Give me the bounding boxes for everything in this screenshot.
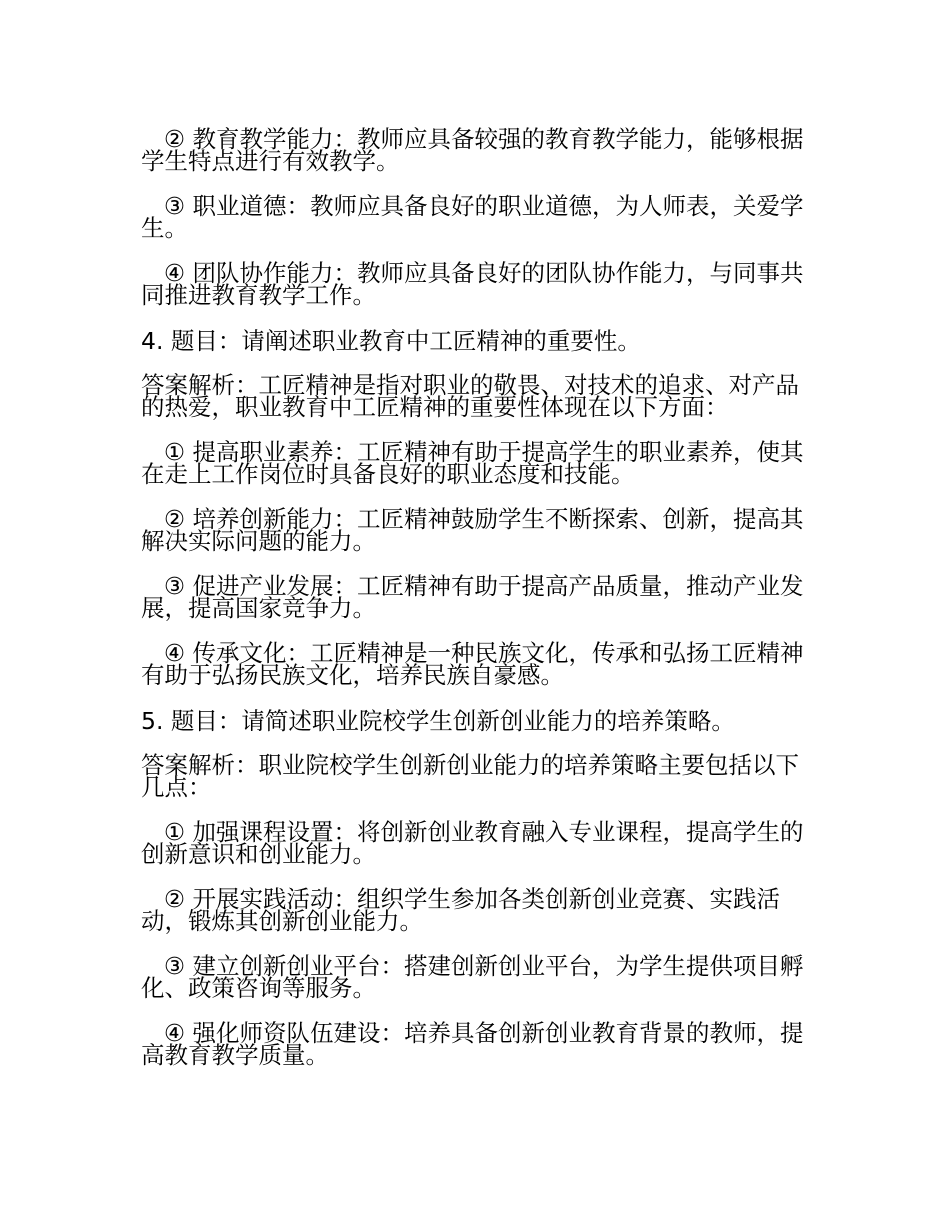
document-body xyxy=(141,125,821,1089)
list-item: ④ 团队协作能力：教师应具备良好的团队协作能力，与同事共同推进教育教学工作。 xyxy=(141,259,804,309)
list-item: ② 教育教学能力：教师应具备较强的教育教学能力，能够根据学生特点进行有效教学。 xyxy=(141,125,804,175)
question-heading: 5. 题目：请简述职业院校学生创新创业能力的培养策略。 xyxy=(141,707,735,735)
answer-paragraph: 答案解析：职业院校学生创新创业能力的培养策略主要包括以下几点： xyxy=(141,751,799,801)
list-item: ③ 促进产业发展：工匠精神有助于提高产品质量，推动产业发展，提高国家竞争力。 xyxy=(141,572,804,622)
list-item: ④ 强化师资队伍建设：培养具备创新创业教育背景的教师，提高教育教学质量。 xyxy=(141,1019,804,1069)
list-item: ① 加强课程设置：将创新创业教育融入专业课程，提高学生的创新意识和创业能力。 xyxy=(141,818,804,868)
answer-paragraph: 答案解析：工匠精神是指对职业的敬畏、对技术的追求、对产品的热爱，职业教育中工匠精神的重要性体现在以下方面： xyxy=(141,371,799,421)
list-item: ④ 传承文化：工匠精神是一种民族文化，传承和弘扬工匠精神有助于弘扬民族文化，培养民族自豪感。 xyxy=(141,639,804,689)
list-item: ② 开展实践活动：组织学生参加各类创新创业竞赛、实践活动，锻炼其创新创业能力。 xyxy=(141,885,781,935)
list-item: ③ 职业道德：教师应具备良好的职业道德，为人师表，关爱学生。 xyxy=(141,192,804,242)
list-item: ② 培养创新能力：工匠精神鼓励学生不断探索、创新，提高其解决实际问题的能力。 xyxy=(141,505,804,555)
question-heading: 4. 题目：请阐述职业教育中工匠精神的重要性。 xyxy=(141,327,641,355)
list-item: ③ 建立创新创业平台：搭建创新创业平台，为学生提供项目孵化、政策咨询等服务。 xyxy=(141,952,804,1002)
list-item: ① 提高职业素养：工匠精神有助于提高学生的职业素养，使其在走上工作岗位时具备良好的职业态度和技能。 xyxy=(141,438,804,488)
